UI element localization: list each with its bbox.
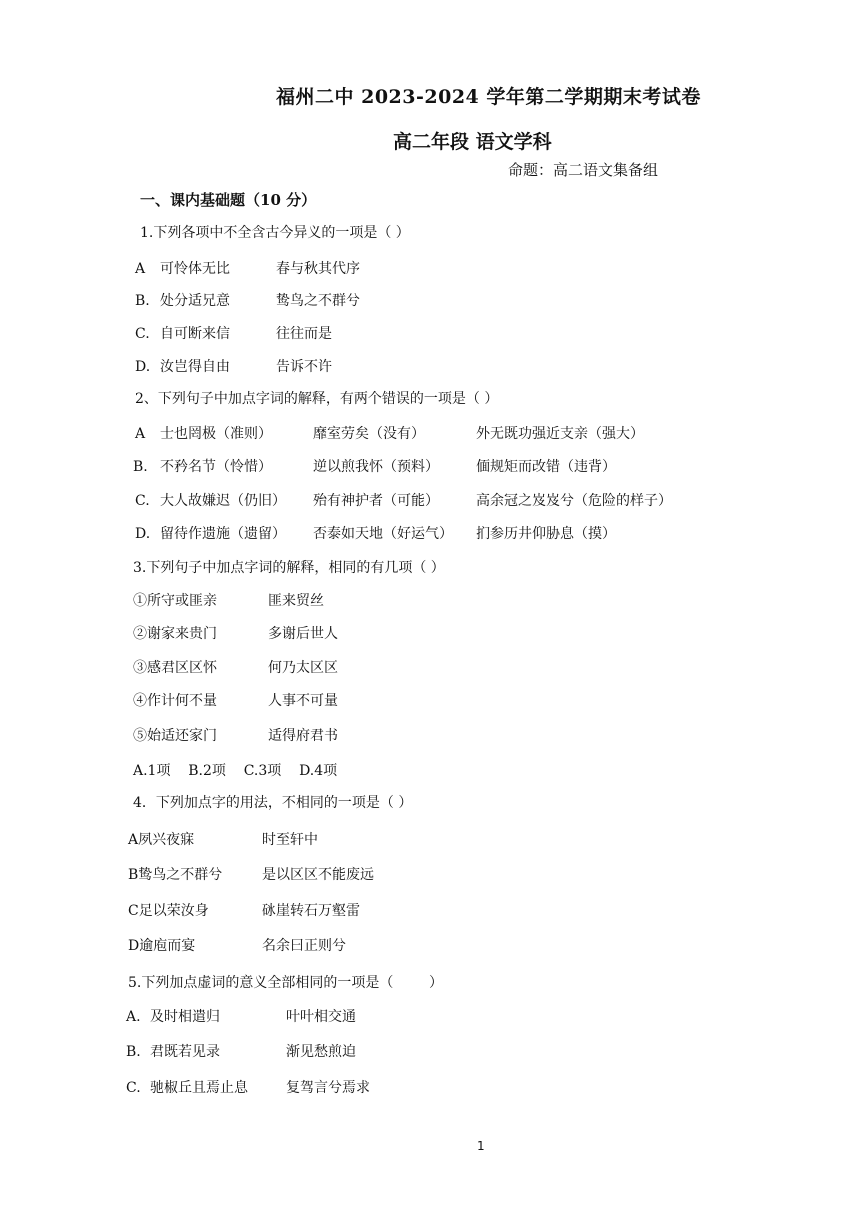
option-text: 偭规矩而改错（违背） — [476, 459, 616, 475]
option-label: D. — [135, 526, 151, 542]
question-1-stem: 1.下列各项中不全含古今异义的一项是（ ） — [140, 225, 410, 241]
option-text: 扪参历井仰胁息（摸） — [476, 526, 616, 542]
section-heading: 一、课内基础题（10 分） — [140, 191, 317, 209]
option-text: 自可断来信 — [160, 326, 230, 342]
option-text: 大人故嫌迟（仍旧） — [160, 493, 286, 509]
option-text: 不矜名节（怜惜） — [160, 459, 272, 475]
option-text: 叶叶相交通 — [286, 1009, 356, 1025]
item-text: ②谢家来贵门 — [133, 626, 217, 642]
option-label: A — [135, 426, 146, 442]
option-text: 留待作遗施（遗留） — [160, 526, 286, 542]
option-text: 驰椒丘且焉止息 — [150, 1080, 248, 1096]
option-text: 往往而是 — [276, 326, 332, 342]
option-label: A. — [126, 1009, 141, 1025]
option-text: B鸷鸟之不群兮 — [128, 867, 223, 883]
item-text: ①所守或匪亲 — [133, 593, 217, 609]
option-text: 士也罔极（准则） — [160, 426, 272, 442]
item-text: ⑤始适还家门 — [133, 728, 217, 744]
question-5-stem: 5.下列加点虚词的意义全部相同的一项是（ ） — [128, 975, 443, 991]
option-text: 可怜体无比 — [160, 261, 230, 277]
question-3-stem: 3.下列句子中加点字词的解释，相同的有几项（ ） — [133, 560, 445, 576]
option-text: 及时相遣归 — [150, 1009, 220, 1025]
option-text: 名余曰正则兮 — [262, 938, 346, 954]
option-text: 外无既功强近支亲（强大） — [476, 426, 644, 442]
page-number: 1 — [477, 1139, 485, 1153]
exam-subtitle: 高二年段 语文学科 — [393, 131, 552, 153]
option-label: B. — [135, 293, 150, 309]
option-text: 告诉不许 — [276, 359, 332, 375]
option-text: 逆以煎我怀（预料） — [313, 459, 439, 475]
option-label: D. — [135, 359, 151, 375]
option-text: 高余冠之岌岌兮（危险的样子） — [476, 493, 672, 509]
option-text: 殆有神护者（可能） — [313, 493, 439, 509]
option-text: 否泰如天地（好运气） — [313, 526, 453, 542]
option-text: 是以区区不能废远 — [262, 867, 374, 883]
item-text: 匪来贸丝 — [268, 593, 324, 609]
item-text: 人事不可量 — [268, 693, 338, 709]
option-label: A — [135, 261, 146, 277]
option-text: 汝岂得自由 — [160, 359, 230, 375]
item-text: ③感君区区怀 — [133, 660, 217, 676]
option-text: 时至轩中 — [262, 832, 318, 848]
option-text: D逾庖而宴 — [128, 938, 196, 954]
option-label: C. — [126, 1080, 141, 1096]
question-4-stem: 4．下列加点字的用法，不相同的一项是（ ） — [133, 795, 413, 811]
option-text: 处分适兄意 — [160, 293, 230, 309]
option-text: 砯崖转石万壑雷 — [262, 903, 360, 919]
option-text: 靡室劳矣（没有） — [313, 426, 425, 442]
option-text: C足以荣汝身 — [128, 903, 209, 919]
option-label: C. — [135, 326, 150, 342]
option-text: 君既若见录 — [150, 1044, 220, 1060]
option-text: A夙兴夜寐 — [128, 832, 195, 848]
item-text: ④作计何不量 — [133, 693, 217, 709]
exam-author: 命题：高二语文集备组 — [508, 161, 659, 179]
exam-title: 福州二中 2023-2024 学年第二学期期末考试卷 — [276, 86, 701, 108]
question-2-stem: 2、下列句子中加点字词的解释，有两个错误的一项是（ ） — [135, 391, 499, 407]
option-text: 渐见愁煎迫 — [286, 1044, 356, 1060]
option-label: B. — [133, 459, 148, 475]
option-text: 春与秋其代序 — [276, 261, 360, 277]
option-text: 复驾言兮焉求 — [286, 1080, 370, 1096]
option-text: 鸷鸟之不群兮 — [276, 293, 360, 309]
item-text: 适得府君书 — [268, 728, 338, 744]
option-label: C. — [135, 493, 150, 509]
item-text: 何乃太区区 — [268, 660, 338, 676]
item-text: 多谢后世人 — [268, 626, 338, 642]
option-label: B. — [126, 1044, 141, 1060]
question-3-choices: A.1项 B.2项 C.3项 D.4项 — [133, 763, 338, 779]
